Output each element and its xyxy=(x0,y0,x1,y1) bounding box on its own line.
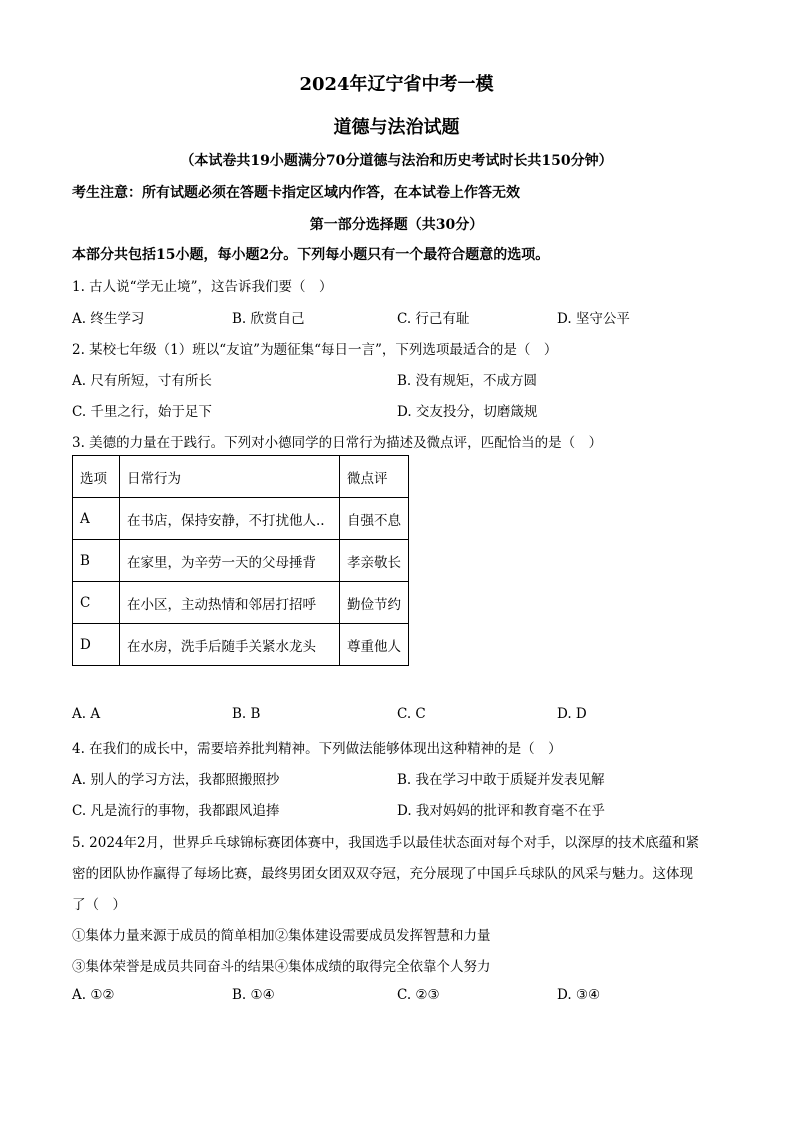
table-row xyxy=(73,624,409,666)
table-header-cell: 微点评 xyxy=(340,456,409,498)
question-3-stem: 3. 美德的力量在于践行。下列对小德同学的日常行为描述及微点评，匹配恰当的是（ ） xyxy=(72,435,603,451)
part-title: 第一部分选择题（共30分） xyxy=(309,217,484,233)
table-cell-behavior: 在水房，洗手后随手关紧水龙头 xyxy=(120,624,340,666)
question-1-stem: 1. 古人说“学无止境”，这告诉我们要（ ） xyxy=(72,279,333,295)
exam-title: 2024年辽宁省中考一模 xyxy=(299,74,494,95)
table-header-cell: 选项 xyxy=(73,456,120,498)
table-header-cell: 日常行为 xyxy=(120,456,340,498)
question-2-option-a: A. 尺有所短，寸有所长 xyxy=(72,373,212,389)
question-2-option-b: B. 没有规矩，不成方圆 xyxy=(397,373,538,389)
exam-subject-title: 道德与法治试题 xyxy=(333,117,460,138)
question-4-option-a: A. 别人的学习方法，我都照搬照抄 xyxy=(72,772,280,788)
table-cell-option: C xyxy=(73,582,120,624)
table-cell-comment: 孝亲敬长 xyxy=(340,540,409,582)
table-cell-comment: 自强不息 xyxy=(340,498,409,540)
question-5-option-a: A. ①② xyxy=(72,987,115,1003)
table-cell-option: D xyxy=(73,624,120,666)
table-cell-option: A xyxy=(73,498,120,540)
part-instruction: 本部分共包括15小题，每小题2分。下列每小题只有一个最符合题意的选项。 xyxy=(72,247,550,263)
question-2-stem: 2. 某校七年级（1）班以“友谊”为题征集“每日一言”，下列选项最适合的是（ ） xyxy=(72,342,558,358)
question-3-table xyxy=(72,455,409,666)
question-2-option-d: D. 交友投分，切磨箴规 xyxy=(397,404,538,420)
question-5-option-d: D. ③④ xyxy=(557,987,601,1003)
question-3-option-c: C. C xyxy=(397,706,426,722)
table-header-row xyxy=(73,456,409,498)
table-cell-behavior: 在小区，主动热情和邻居打招呼 xyxy=(120,582,340,624)
question-5-option-c: C. ②③ xyxy=(397,987,440,1003)
question-1-option-d: D. 坚守公平 xyxy=(557,311,630,327)
exam-subtitle: （本试卷共19小题满分70分道德与法治和历史考试时长共150分钟） xyxy=(180,153,613,169)
question-4-option-b: B. 我在学习中敢于质疑并发表见解 xyxy=(397,772,605,788)
question-5-statements-1: ①集体力量来源于成员的简单相加②集体建设需要成员发挥智慧和力量 xyxy=(72,928,491,944)
question-4-option-c: C. 凡是流行的事物，我都跟风追捧 xyxy=(72,803,280,819)
table-cell-comment: 勤俭节约 xyxy=(340,582,409,624)
table-cell-behavior: 在书店，保持安静，不打扰他人.. xyxy=(120,498,340,540)
question-5-stem-line-1: 5. 2024年2月，世界乒乓球锦标赛团体赛中，我国选手以最佳状态面对每个对手，以深厚的技术底蕴和紧 xyxy=(72,835,700,851)
question-4-option-d: D. 我对妈妈的批评和教育毫不在乎 xyxy=(397,803,605,819)
question-5-statements-2: ③集体荣誉是成员共同奋斗的结果④集体成绩的取得完全依靠个人努力 xyxy=(72,959,491,975)
question-3-option-a: A. A xyxy=(72,706,101,722)
exam-notice: 考生注意：所有试题必须在答题卡指定区域内作答，在本试卷上作答无效 xyxy=(72,185,520,201)
question-5-stem-line-2: 密的团队协作赢得了每场比赛，最终男团女团双双夺冠，充分展现了中国乒乓球队的风采与魅力。这体现 xyxy=(72,866,693,882)
question-5-stem-line-3: 了（ ） xyxy=(72,897,126,913)
question-5-option-b: B. ①④ xyxy=(232,987,275,1003)
question-4-stem: 4. 在我们的成长中，需要培养批判精神。下列做法能够体现出这种精神的是（ ） xyxy=(72,741,562,757)
question-2-option-c: C. 千里之行，始于足下 xyxy=(72,404,212,420)
question-3-option-b: B. B xyxy=(232,706,261,722)
table-row xyxy=(73,498,409,540)
table-cell-behavior: 在家里，为辛劳一天的父母捶背 xyxy=(120,540,340,582)
table-row xyxy=(73,582,409,624)
table-row xyxy=(73,540,409,582)
question-1-option-b: B. 欣赏自己 xyxy=(232,311,305,327)
question-1-option-c: C. 行己有耻 xyxy=(397,311,470,327)
table-cell-option: B xyxy=(73,540,120,582)
question-3-option-d: D. D xyxy=(557,706,587,722)
table-cell-comment: 尊重他人 xyxy=(340,624,409,666)
question-1-option-a: A. 终生学习 xyxy=(72,311,145,327)
